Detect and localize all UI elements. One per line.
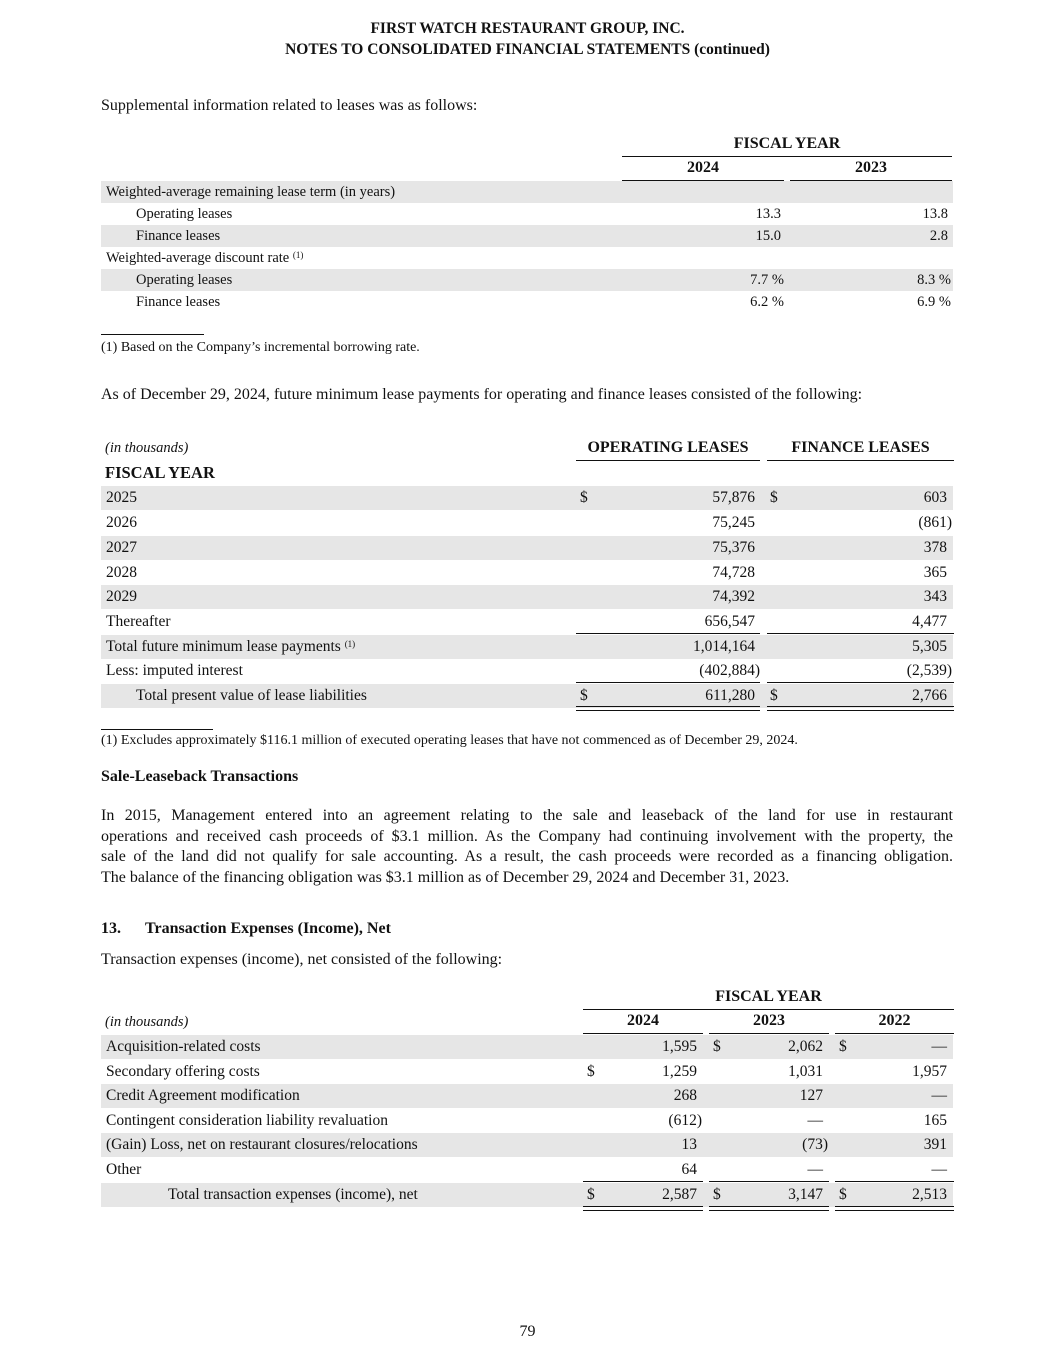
value-2022: — <box>931 1161 947 1178</box>
table-row <box>101 203 953 225</box>
row-label: 2027 <box>106 539 137 556</box>
currency-symbol: $ <box>770 489 778 506</box>
finance-value: 5,305 <box>912 638 947 655</box>
value-2024: 2,587 <box>662 1186 697 1203</box>
value-2024: 268 <box>673 1087 697 1104</box>
table-row <box>101 1035 953 1059</box>
paragraph-line: sale of the land did not qualify for sale accounting. As a result, the cash proceeds were recorded as a financing obligation. <box>101 848 953 865</box>
finance-value: (2,539) <box>906 662 952 679</box>
table-row <box>101 1060 953 1084</box>
section-number: 13. <box>101 920 121 937</box>
table-row <box>101 1183 953 1207</box>
operating-value: 611,280 <box>705 687 755 704</box>
section-title: Transaction Expenses (Income), Net <box>145 920 391 937</box>
value-2023: 1,031 <box>788 1063 823 1080</box>
table-row <box>101 486 953 510</box>
value-2022: 2,513 <box>912 1186 947 1203</box>
row-label: Credit Agreement modification <box>106 1087 300 1104</box>
value-2024: 64 <box>681 1161 697 1178</box>
table-row <box>101 1084 953 1108</box>
table-row <box>101 291 953 313</box>
finance-value: 343 <box>923 588 947 605</box>
row-label: Operating leases <box>136 206 233 222</box>
operating-value: 656,547 <box>704 613 755 630</box>
year-header-2023: 2023 <box>855 159 887 176</box>
row-label: 2029 <box>106 588 137 605</box>
row-label: Less: imputed interest <box>106 662 243 679</box>
table-row <box>101 536 953 560</box>
value-2023: 8.3 % <box>917 272 951 288</box>
finance-value: 4,477 <box>912 613 947 630</box>
finance-value: 378 <box>923 539 947 556</box>
value-2023: — <box>807 1112 823 1129</box>
year-header-2024: 2024 <box>687 159 719 176</box>
row-label: 2026 <box>106 514 137 531</box>
currency-symbol: $ <box>580 687 588 704</box>
row-label: Other <box>106 1161 142 1178</box>
fiscal-year-label: FISCAL YEAR <box>105 463 215 482</box>
currency-symbol: $ <box>713 1038 721 1055</box>
operating-leases-header: OPERATING LEASES <box>587 439 749 456</box>
value-2023: 2.8 <box>929 228 948 244</box>
row-label: 2025 <box>106 489 137 506</box>
row-label: 2028 <box>106 564 137 581</box>
future-payments-footnote: (1) Excludes approximately $116.1 million of executed operating leases that have not commenced as of December 29, 2024. <box>101 733 798 748</box>
value-2023: (73) <box>802 1136 828 1153</box>
table-row <box>101 269 953 291</box>
sale-leaseback-paragraph <box>101 806 953 888</box>
table-row <box>101 659 953 683</box>
units-label: (in thousands) <box>105 1014 189 1030</box>
page-number: 79 <box>519 1323 536 1340</box>
table-row <box>101 585 953 609</box>
footnote-marker: (1) <box>344 639 356 649</box>
supplemental-intro: Supplemental information related to leases was as follows: <box>101 97 478 114</box>
currency-symbol: $ <box>839 1038 847 1055</box>
currency-symbol: $ <box>839 1186 847 1203</box>
operating-value: 75,376 <box>712 539 755 556</box>
future-payments-intro: As of December 29, 2024, future minimum lease payments for operating and finance leases consisted of the following: <box>101 386 863 403</box>
row-label: Secondary offering costs <box>106 1063 260 1080</box>
table-row <box>101 225 953 247</box>
finance-value: 603 <box>923 489 947 506</box>
row-label: Thereafter <box>106 613 171 630</box>
operating-value: 75,245 <box>712 514 755 531</box>
value-2023: 127 <box>799 1087 823 1104</box>
value-2022: 1,957 <box>912 1063 947 1080</box>
value-2024: 1,259 <box>662 1063 697 1080</box>
table-row <box>101 247 953 269</box>
value-2024: 7.7 % <box>750 272 784 288</box>
year-header-2024: 2024 <box>627 1012 659 1029</box>
row-label: Finance leases <box>136 294 221 310</box>
value-2023: 3,147 <box>788 1186 823 1203</box>
row-label: Contingent consideration liability revaluation <box>106 1112 388 1129</box>
row-label: Total future minimum lease payments $^{(1)}$ <box>106 638 356 655</box>
table-row <box>101 1133 953 1157</box>
row-label: Weighted-average remaining lease term (in years) <box>106 184 396 200</box>
sale-leaseback-heading: Sale-Leaseback Transactions <box>101 768 299 785</box>
finance-leases-header: FINANCE LEASES <box>791 439 930 456</box>
company-name: FIRST WATCH RESTAURANT GROUP, INC. <box>370 20 685 37</box>
value-2024: 13.3 <box>755 206 781 222</box>
footnote-marker: (1) <box>292 250 304 260</box>
operating-value: 57,876 <box>712 489 755 506</box>
table-row <box>101 561 953 585</box>
row-label: Weighted-average discount rate $^{(1)}$ <box>106 250 304 266</box>
finance-value: 365 <box>923 564 947 581</box>
currency-symbol: $ <box>713 1186 721 1203</box>
table-row <box>101 181 953 203</box>
transaction-intro: Transaction expenses (income), net consisted of the following: <box>101 951 503 968</box>
row-label: (Gain) Loss, net on restaurant closures/relocations <box>106 1136 418 1153</box>
value-2024: 6.2 % <box>750 294 784 310</box>
value-2022: — <box>931 1038 947 1055</box>
row-label: Total present value of lease liabilities <box>136 687 367 704</box>
row-label: Acquisition-related costs <box>106 1038 261 1055</box>
value-2022: 165 <box>923 1112 947 1129</box>
currency-symbol: $ <box>587 1186 595 1203</box>
currency-symbol: $ <box>580 489 588 506</box>
fiscal-year-header: FISCAL YEAR <box>715 988 822 1005</box>
value-2024: 13 <box>681 1136 697 1153</box>
paragraph-line: The balance of the financing obligation was $3.1 million as of December 29, 2024 and December 31, 2023. <box>101 868 790 886</box>
row-label: Operating leases <box>136 272 233 288</box>
currency-symbol: $ <box>587 1063 595 1080</box>
value-2024: (612) <box>668 1112 702 1129</box>
table-row <box>101 1158 953 1182</box>
operating-value: 1,014,164 <box>693 638 755 655</box>
table-row <box>101 511 953 535</box>
row-label: Total transaction expenses (income), net <box>168 1186 418 1203</box>
currency-symbol: $ <box>770 687 778 704</box>
supplemental-footnote: (1) Based on the Company’s incremental borrowing rate. <box>101 340 420 355</box>
value-2023: 2,062 <box>788 1038 823 1055</box>
finance-value: (861) <box>918 514 952 531</box>
paragraph-line: operations and received cash proceeds of $3.1 million. As the Company had continuing involvement with the property, the <box>101 827 953 845</box>
operating-value: 74,728 <box>712 564 755 581</box>
operating-value: (402,884) <box>699 662 760 679</box>
fiscal-year-header: FISCAL YEAR <box>733 135 841 152</box>
row-label: Finance leases <box>136 228 221 244</box>
value-2024: 1,595 <box>662 1038 697 1055</box>
paragraph-line: In 2015, Management entered into an agreement relating to the sale and leaseback of the land for use in restaurant <box>101 807 953 824</box>
operating-value: 74,392 <box>712 588 755 605</box>
table-row <box>101 635 953 659</box>
finance-value: 2,766 <box>912 687 947 704</box>
year-header-2022: 2022 <box>878 1012 911 1029</box>
table-row <box>101 1109 953 1133</box>
table-row <box>101 684 953 708</box>
year-header-2023: 2023 <box>753 1012 785 1029</box>
value-2022: — <box>931 1087 947 1104</box>
value-2023: 13.8 <box>922 206 948 222</box>
units-label: (in thousands) <box>105 440 189 456</box>
table-row <box>101 610 953 634</box>
value-2023: — <box>807 1161 823 1178</box>
value-2024: 15.0 <box>755 228 781 244</box>
page-subtitle: NOTES TO CONSOLIDATED FINANCIAL STATEMENTS (continued) <box>285 41 770 58</box>
value-2023: 6.9 % <box>917 294 951 310</box>
value-2022: 391 <box>923 1136 947 1153</box>
